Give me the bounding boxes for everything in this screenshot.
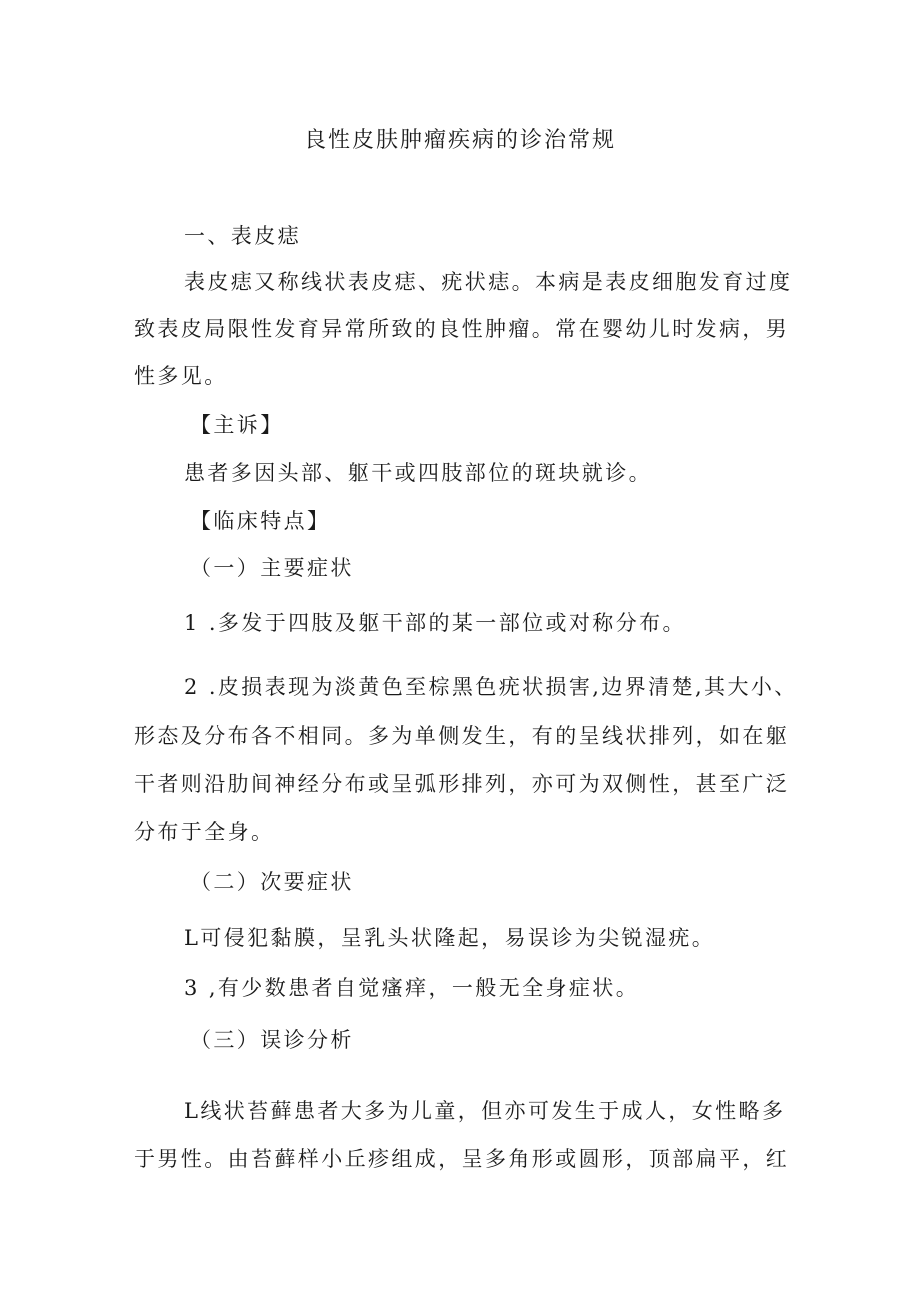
- main-symptom-item-2-line-2: 形态及分布各不相同。多为单侧发生，有的呈线状排列，如在躯: [134, 724, 790, 748]
- complaint-heading: 【主诉】: [190, 413, 284, 437]
- secondary-symptom-item-2: 3 ,有少数患者自觉瘙痒，一般无全身症状。: [184, 976, 640, 1000]
- main-symptom-item-2-line-4: 分布于全身。: [134, 820, 275, 844]
- intro-line-1: 表皮痣又称线状表皮痣、疣状痣。本病是表皮细胞发育过度: [184, 270, 793, 294]
- section-heading: 一、表皮痣: [184, 224, 301, 248]
- misdiagnosis-item-1-line-2: 于男性。由苔藓样小丘疹组成，呈多角形或圆形，顶部扁平，红: [134, 1147, 790, 1171]
- document-title: 良性皮肤肿瘤疾病的诊治常规: [303, 128, 616, 153]
- secondary-symptoms-heading: （二）次要症状: [190, 870, 354, 894]
- intro-line-2: 致表皮局限性发育异常所致的良性肿瘤。常在婴幼儿时发病，男: [134, 317, 790, 341]
- complaint-text: 患者多因头部、躯干或四肢部位的斑块就诊。: [184, 461, 652, 485]
- main-symptom-item-2-line-1: 2 .皮损表现为淡黄色至棕黑色疣状损害,边界清楚,其大小、: [184, 675, 798, 699]
- misdiagnosis-item-1-line-1: L线状苔藓患者大多为儿童，但亦可发生于成人，女性略多: [184, 1099, 786, 1123]
- main-symptom-item-1: 1 .多发于四肢及躯干部的某一部位或对称分布。: [184, 611, 686, 635]
- intro-line-3: 性多见。: [134, 364, 228, 388]
- main-symptoms-heading: （一）主要症状: [190, 556, 354, 580]
- clinical-heading: 【临床特点】: [190, 509, 331, 533]
- secondary-symptom-item-1: L可侵犯黏膜，呈乳头状隆起，易误诊为尖锐湿疣。: [184, 926, 716, 950]
- misdiagnosis-heading: （三）误诊分析: [190, 1028, 354, 1052]
- main-symptom-item-2-line-3: 干者则沿肋间神经分布或呈弧形排列，亦可为双侧性，甚至广泛: [134, 772, 790, 796]
